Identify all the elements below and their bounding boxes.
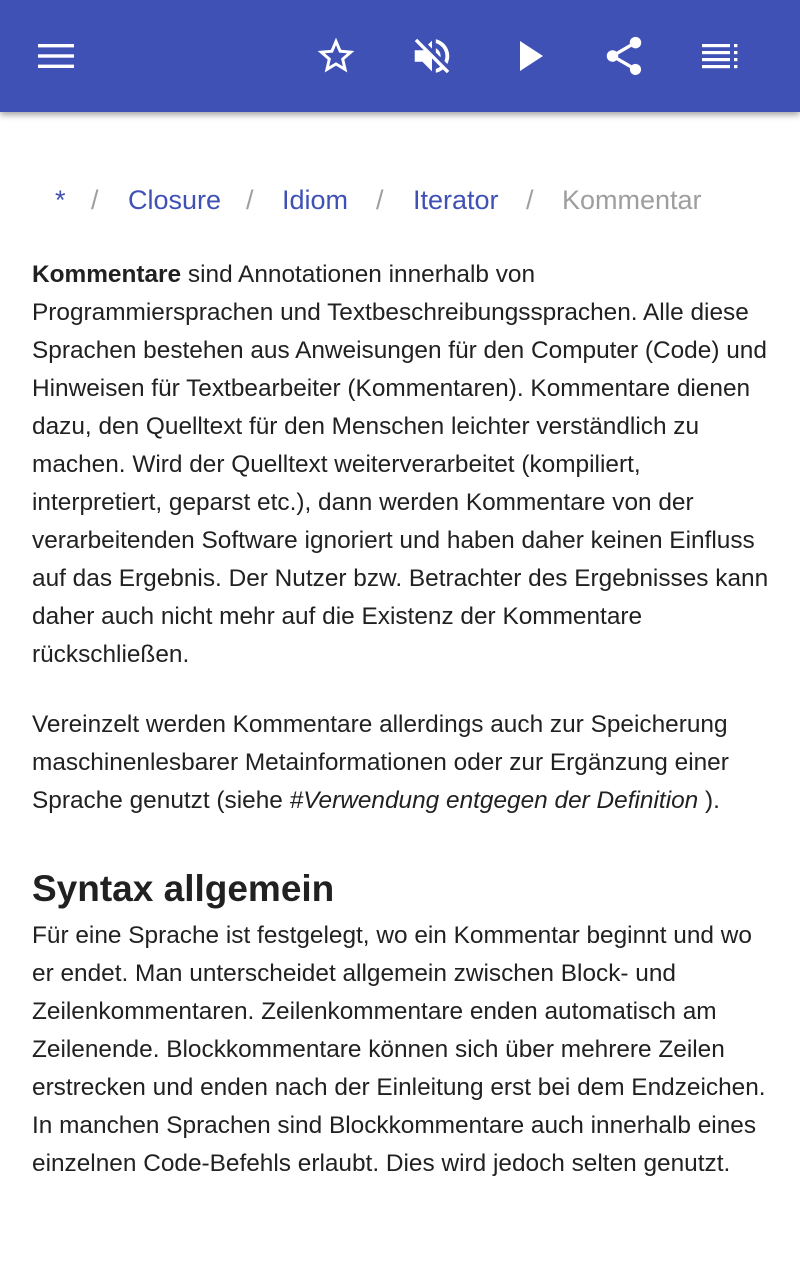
menu-icon xyxy=(36,36,76,76)
app-bar xyxy=(0,0,800,112)
paragraph-2 xyxy=(32,706,772,820)
intro-text: sind Annotationen innerhalb von Programmiersprachen und Textbeschreibungssprachen. Alle diese Sprachen bestehen aus Anweisungen für den Computer (Code) und Hinweisen für Textbearbeiter (Kommentaren). Kommentare dienen dazu, den Quelltext für den Menschen leichter verständlich zu machen. Wird der Quelltext weiterverarbeitet (kompiliert, interpretiert, geparst etc.), dann werden Kommentare von der verarbeitenden Software ignoriert und haben daher keinen Einfluss auf das Ergebnis. Der Nutzer bzw. Betrachter des Ergebnisses kann daher auch nicht mehr auf die Existenz der Kommentare rückschließen. xyxy=(32,261,769,668)
article-content xyxy=(32,256,772,1183)
breadcrumb-root[interactable]: * xyxy=(55,185,66,215)
breadcrumb-separator: / xyxy=(376,185,384,215)
favorite-button[interactable] xyxy=(308,28,364,84)
breadcrumb-separator: / xyxy=(526,185,534,215)
play-button[interactable] xyxy=(502,28,558,84)
star-outline-icon xyxy=(314,34,358,78)
breadcrumb-current: Kommentar xyxy=(562,185,702,215)
paragraph-2-end: ). xyxy=(698,787,720,814)
breadcrumb-separator: / xyxy=(246,185,254,215)
share-button[interactable] xyxy=(596,28,652,84)
toc-button[interactable] xyxy=(692,28,748,84)
share-icon xyxy=(601,33,647,79)
breadcrumb-item-idiom[interactable]: Idiom xyxy=(282,185,349,215)
breadcrumb-separator: / xyxy=(91,185,99,215)
volume-off-icon xyxy=(409,33,455,79)
mute-button[interactable] xyxy=(404,28,460,84)
paragraph-2-text: Vereinzelt werden Kommentare allerdings auch zur Speicherung maschinenlesbarer Metainformationen oder zur Ergänzung einer Sprache genutzt (siehe xyxy=(32,711,729,814)
intro-paragraph xyxy=(32,256,772,674)
definition-link[interactable]: #Verwendung entgegen der Definition xyxy=(289,787,699,814)
menu-button[interactable] xyxy=(28,28,84,84)
list-icon xyxy=(700,36,740,76)
section-paragraph: Für eine Sprache ist festgelegt, wo ein Kommentar beginnt und wo er endet. Man unterscheidet allgemein zwischen Block- und Zeilenkommentaren. Zeilenkommentare enden automatisch am Zeilenende. Blockkommentare können sich über mehrere Zeilen erstrecken und enden nach der Einleitung erst bei dem Endzeichen. In manchen Sprachen sind Blockkommentare auch innerhalb eines einzelnen Code-Befehls erlaubt. Dies wird jedoch selten genutzt. xyxy=(32,922,766,1177)
section-heading: Syntax allgemein xyxy=(32,868,335,909)
play-icon xyxy=(510,36,550,76)
breadcrumb xyxy=(0,178,800,222)
intro-term: Kommentare xyxy=(32,261,182,288)
breadcrumb-item-iterator[interactable]: Iterator xyxy=(413,185,499,215)
breadcrumb-item-closure[interactable]: Closure xyxy=(128,185,222,215)
